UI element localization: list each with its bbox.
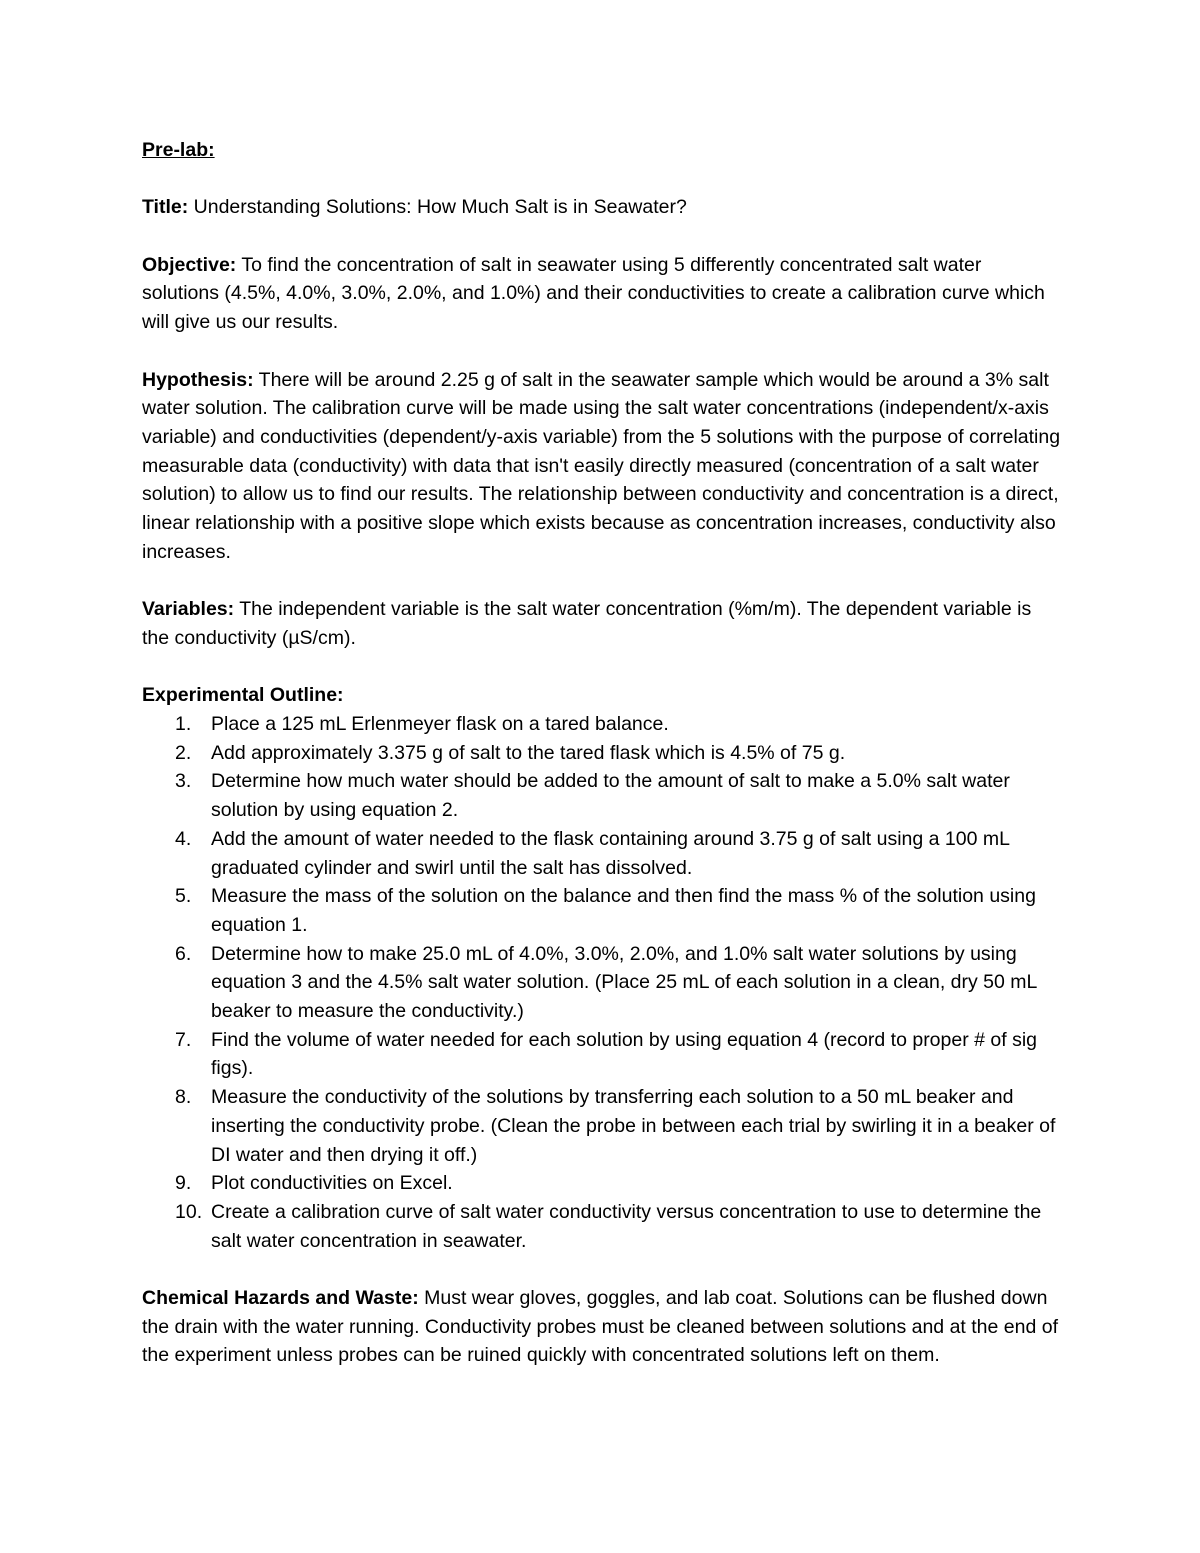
- list-item-text: Determine how to make 25.0 mL of 4.0%, 3.0%, 2.0%, and 1.0% salt water solutions by using equation 3 and the 4.5% salt water solution. (Place 25 mL of each solution in a clean, dry 50 mL beaker to measure the conductivity.): [211, 942, 1037, 1023]
- list-item-number: 3.: [175, 770, 192, 793]
- list-item-text: Place a 125 mL Erlenmeyer flask on a tared balance.: [211, 712, 669, 735]
- title-paragraph: [142, 193, 1062, 222]
- hazards-label: Chemical Hazards and Waste:: [142, 1287, 419, 1310]
- list-item-number: 6.: [175, 942, 192, 965]
- list-item-number: 1.: [175, 712, 192, 735]
- list-item: [142, 1198, 1062, 1255]
- document-page: [142, 136, 1062, 1370]
- list-item-text: Determine how much water should be added to the amount of salt to make a 5.0% salt water solution by using equation 2.: [211, 770, 1010, 822]
- list-item-number: 5.: [175, 885, 192, 908]
- spacer: [142, 567, 1062, 596]
- objective-label: Objective:: [142, 253, 237, 276]
- spacer: [142, 165, 1062, 194]
- list-item-text: Add the amount of water needed to the flask containing around 3.75 g of salt using a 100 mL graduated cylinder and swirl until the salt has dissolved.: [211, 827, 1010, 879]
- prelab-heading: Pre-lab:: [142, 139, 215, 161]
- list-item: [142, 825, 1062, 882]
- objective-text: To find the concentration of salt in seawater using 5 differently concentrated salt water solutions (4.5%, 4.0%, 3.0%, 2.0%, and 1.0%) and their conductivities to create a calibration curve which will give us our results.: [142, 253, 1045, 334]
- hypothesis-text: There will be around 2.25 g of salt in the seawater sample which would be around a 3% salt water solution. The calibration curve will be made using the salt water concentrations (independent/x-axis variable) and conductivities (dependent/y-axis variable) from the 5 solutions with the purpose of correlating measurable data (conductivity) with data that isn't easily directly measured (concentration of a salt water solution) to allow us to find our results. The relationship between conductivity and concentration is a direct, linear relationship with a positive slope which exists because as concentration increases, conductivity also increases.: [142, 368, 1061, 563]
- list-item-text: Measure the conductivity of the solutions by transferring each solution to a 50 mL beaker and inserting the conductivity probe. (Clean the probe in between each trial by swirling it in a beaker of DI water and then drying it off.): [211, 1086, 1056, 1166]
- spacer: [142, 337, 1062, 366]
- objective-paragraph: [142, 251, 1062, 337]
- variables-label: Variables:: [142, 598, 235, 621]
- title-text: Understanding Solutions: How Much Salt is in Seawater?: [188, 196, 687, 219]
- list-item-text: Add approximately 3.375 g of salt to the tared flask which is 4.5% of 75 g.: [211, 741, 846, 764]
- list-item: [142, 767, 1062, 824]
- list-item: [142, 940, 1062, 1026]
- list-item-number: 9.: [175, 1172, 192, 1195]
- outline-label: Experimental Outline:: [142, 684, 344, 707]
- hazards-paragraph: [142, 1284, 1062, 1370]
- list-item: [142, 1083, 1062, 1169]
- outline-list: [142, 710, 1062, 1255]
- list-item-text: Plot conductivities on Excel.: [211, 1172, 453, 1195]
- list-item-text: Measure the mass of the solution on the balance and then find the mass % of the solution using equation 1.: [211, 885, 1036, 936]
- list-item-number: 10.: [175, 1200, 203, 1223]
- list-item-number: 2.: [175, 741, 192, 764]
- variables-text: The independent variable is the salt water concentration (%m/m). The dependent variable is the conductivity (µS/cm).: [142, 598, 1032, 649]
- list-item: [142, 1026, 1062, 1083]
- title-label: Title:: [142, 196, 189, 219]
- list-item: [142, 710, 1062, 739]
- list-item: [142, 739, 1062, 768]
- hazards-text: Must wear gloves, goggles, and lab coat. Solutions can be flushed down the drain with the water running. Conductivity probes must be cleaned between solutions and at the end of the experiment unless probes can be ruined quickly with concentrated solutions left on them.: [142, 1287, 1058, 1367]
- list-item-text: Find the volume of water needed for each solution by using equation 4 (record to proper # of sig figs).: [211, 1028, 1037, 1080]
- list-item: [142, 882, 1062, 939]
- spacer: [142, 1255, 1062, 1284]
- spacer: [142, 653, 1062, 682]
- list-item-text: Create a calibration curve of salt water conductivity versus concentration to use to determine the salt water concentration in seawater.: [211, 1200, 1042, 1252]
- list-item-number: 7.: [175, 1028, 192, 1051]
- spacer: [142, 222, 1062, 251]
- list-item-number: 8.: [175, 1086, 192, 1109]
- list-item-number: 4.: [175, 827, 192, 850]
- hypothesis-paragraph: [142, 366, 1062, 567]
- variables-paragraph: [142, 595, 1062, 652]
- hypothesis-label: Hypothesis:: [142, 368, 254, 391]
- list-item: [142, 1169, 1062, 1198]
